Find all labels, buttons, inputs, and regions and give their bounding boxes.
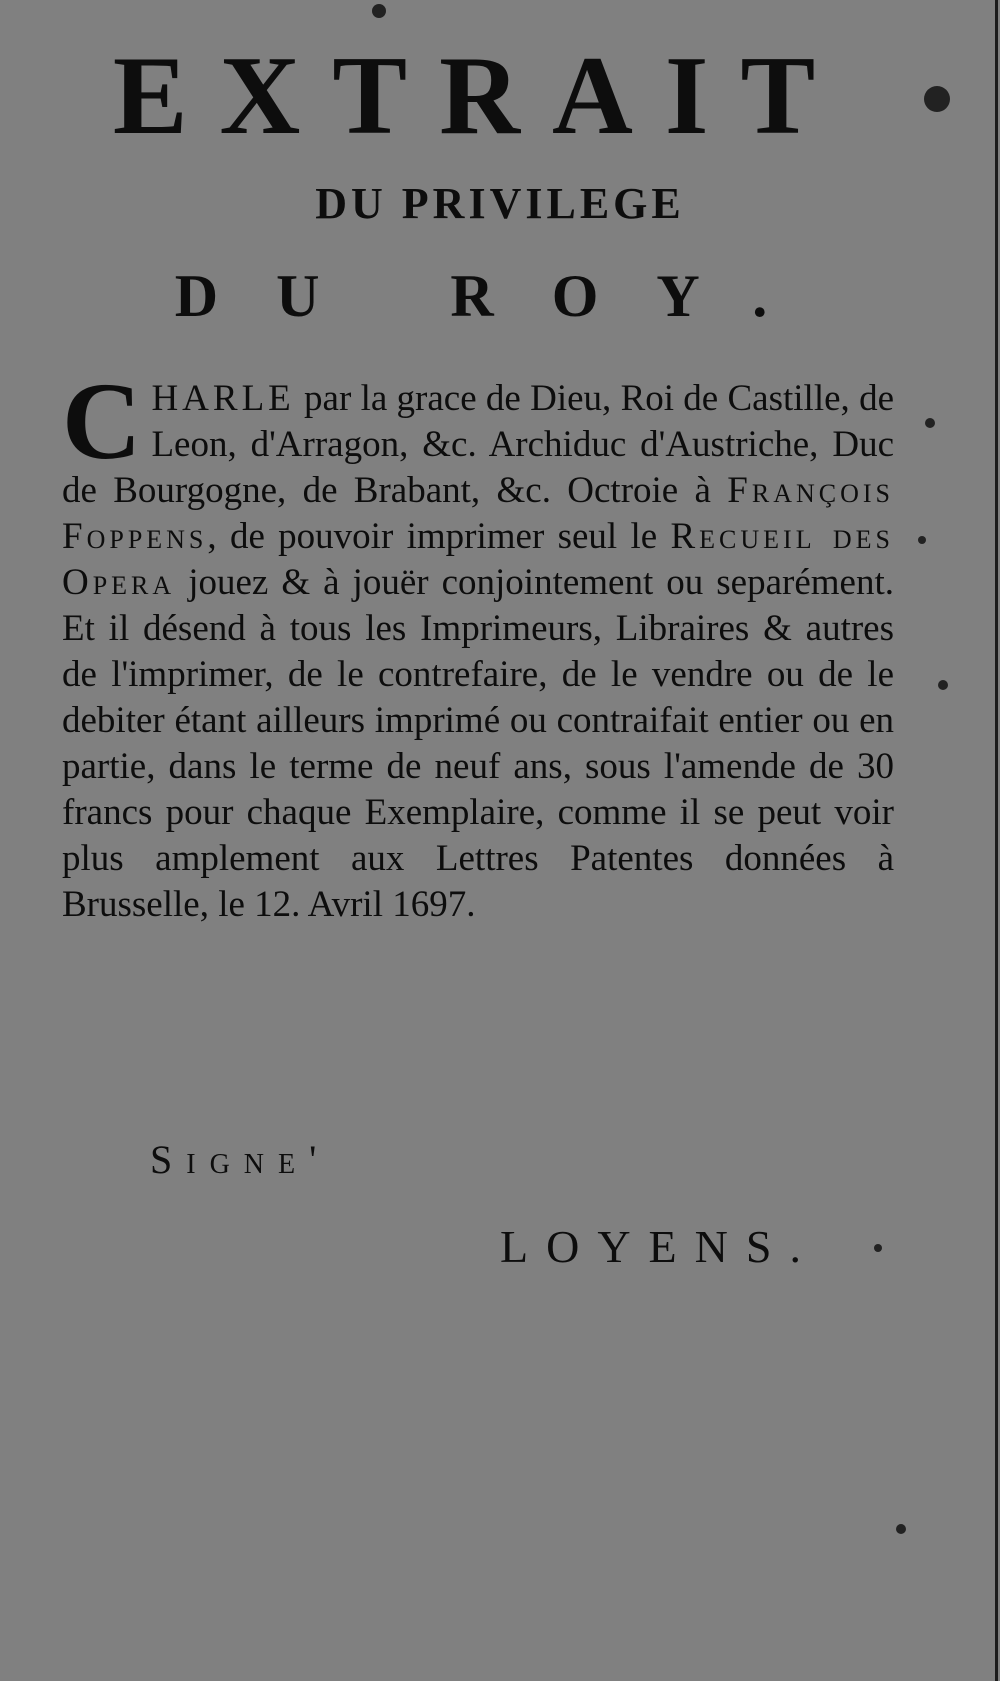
signed-label: Signe' xyxy=(150,1137,331,1182)
drop-cap: C xyxy=(62,360,142,482)
page-subtitle: DU PRIVILEGE xyxy=(315,179,685,228)
lead-caps: HARLE xyxy=(151,378,295,419)
ink-speck xyxy=(896,1524,906,1534)
printer-name: François Foppens xyxy=(62,470,894,557)
page-subtitle-roy: DU ROY. xyxy=(174,263,826,329)
ink-speck xyxy=(938,680,948,690)
ink-speck xyxy=(918,536,926,544)
page-edge-line xyxy=(995,0,998,1681)
ink-speck xyxy=(924,86,950,112)
page-title: EXTRAIT xyxy=(112,34,848,158)
work-title: Recueil des Opera xyxy=(62,516,895,603)
body-part-3: jouez & à jouër conjointement ou separément. Et il désend à tous les Imprimeurs, Libraires & autres de l'imprimer, de le contrefaire, de le vendre ou de le debiter étant ailleurs imprimé ou contraifait entier ou en partie, dans le terme de neuf ans, sous l'amende de 30 francs pour chaque Exemplaire, comme il se peut voir plus amplement aux Lettres Patentes données à Brusselle, le 12. Avril 1697. xyxy=(62,562,894,925)
privilege-text xyxy=(62,360,895,928)
ink-speck xyxy=(925,418,935,428)
ink-speck xyxy=(874,1244,882,1252)
signatory-name: LOYENS. xyxy=(500,1221,819,1272)
body-part-1: par la grace de Dieu, Roi de Castille, de Leon, d'Arragon, &c. Archiduc d'Austriche, Duc de Bourgogne, de Brabant, &c. Octroie à xyxy=(62,378,894,511)
body-part-2: , de pouvoir imprimer seul le xyxy=(207,516,671,557)
ink-speck xyxy=(372,4,386,18)
